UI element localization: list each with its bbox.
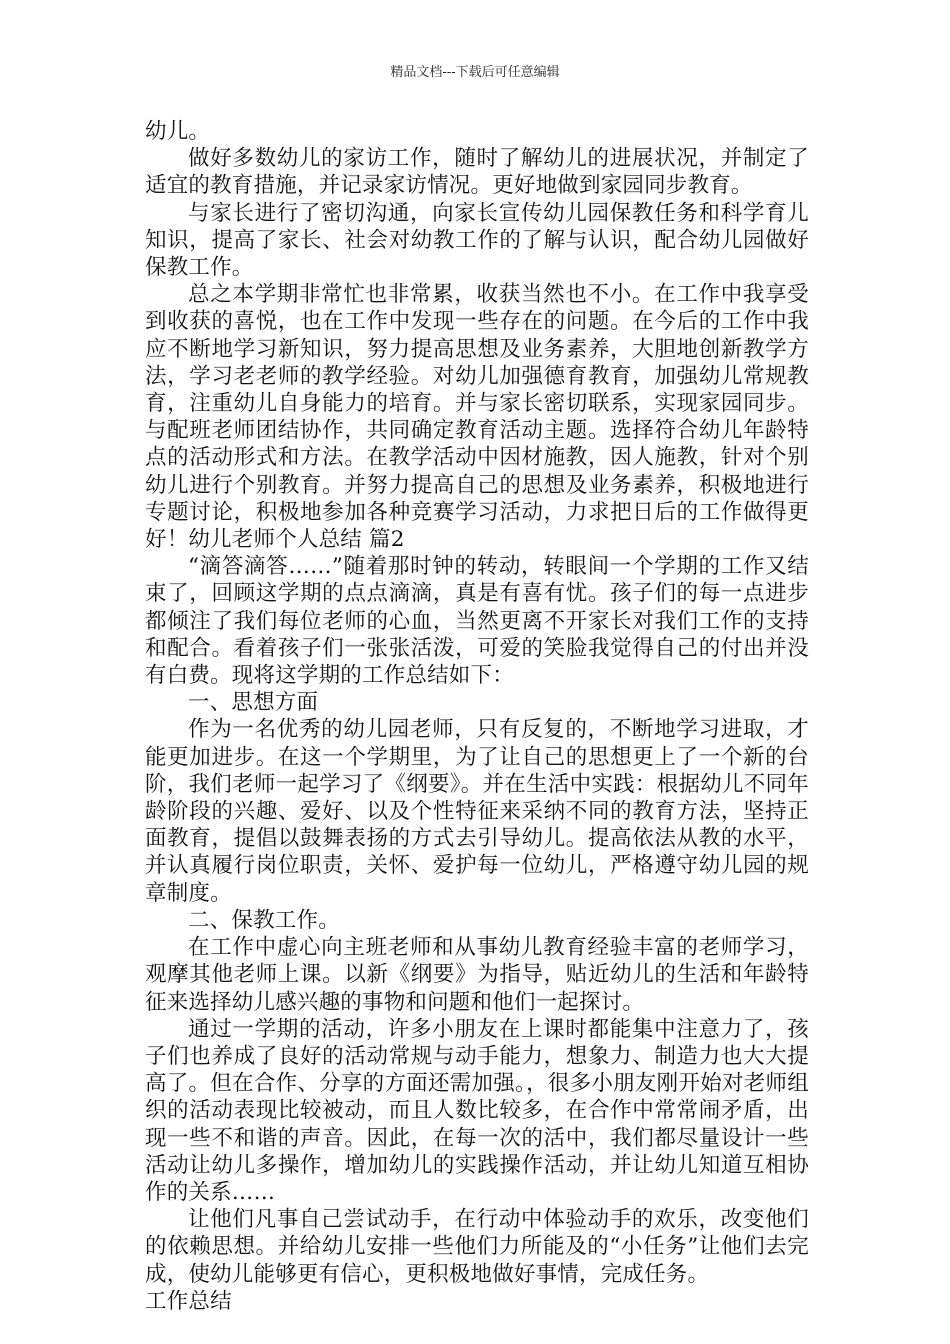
document-body — [145, 118, 809, 1315]
paragraph: 工作总结 — [145, 1288, 232, 1314]
paragraph: 在工作中虚心向主班老师和从事幼儿教育经验丰富的老师学习，观摩其他老师上课。以新《纲要》为指导，贴近幼儿的生活和年龄特征来选择幼儿感兴趣的事物和问题和他们一起探讨。 — [145, 935, 809, 1015]
paragraph: 总之本学期非常忙也非常累，收获当然也不小。在工作中我享受到收获的喜悦，也在工作中发现一些存在的问题。在今后的工作中我应不断地学习新知识，努力提高思想及业务素养，大胆地创新教学方法，学习老老师的教学经验。对幼儿加强德育教育，加强幼儿常规教育，注重幼儿自身能力的培育。并与家长密切联系，实现家园同步。与配班老师团结协作，共同确定教育活动主题。选择符合幼儿年龄特点的活动形式和方法。在教学活动中因材施教，因人施教，针对个别幼儿进行个别教育。并努力提高自己的思想及业务素养，积极地进行专题讨论，积极地参加各种竞赛学习活动，力求把日后的工作做得更好！幼儿老师个人总结 篇2 — [145, 282, 809, 553]
page-header: 精品文档---下载后可任意编辑 — [390, 65, 560, 80]
section-heading: 一、思想方面 — [188, 690, 319, 716]
paragraph: 幼儿。 — [145, 119, 211, 144]
paragraph: 与家长进行了密切沟通，向家长宣传幼儿园保教任务和科学育儿知识，提高了家长、社会对幼教工作的了解与认识，配合幼儿园做好保教工作。 — [145, 200, 809, 281]
paragraph: 让他们凡事自己尝试动手，在行动中体验动手的欢乐，改变他们的依赖思想。并给幼儿安排一些他们力所能及的“小任务”让他们去完成，使幼儿能够更有信心，更积极地做好事情，完成任务。 — [145, 1207, 809, 1287]
paragraph: 做好多数幼儿的家访工作，随时了解幼儿的进展状况，并制定了适宜的教育措施，并记录家访情况。更好地做到家园同步教育。 — [145, 146, 809, 199]
paragraph: 作为一名优秀的幼儿园老师，只有反复的，不断地学习进取，才能更加进步。在这一个学期里，为了让自己的思想更上了一个新的台阶，我们老师一起学习了《纲要》。并在生活中实践：根据幼儿不同年龄阶段的兴趣、爱好、以及个性特征来采纳不同的教育方法，坚持正面教育，提倡以鼓舞表扬的方式去引导幼儿。提高依法从教的水平，并认真履行岗位职责，关怀、爱护每一位幼儿，严格遵守幼儿园的规章制度。 — [145, 717, 809, 906]
paragraph: “滴答滴答……”随着那时钟的转动，转眼间一个学期的工作又结束了，回顾这学期的点点滴滴，真是有喜有忧。孩子们的每一点进步都倾注了我们每位老师的心血，当然更离不开家长对我们工作的支持和配合。看着孩子们一张张活泼，可爱的笑脸我觉得自己的付出并没有白费。现将这学期的工作总结如下： — [145, 554, 809, 689]
paragraph: 通过一学期的活动，许多小朋友在上课时都能集中注意力了，孩子们也养成了良好的活动常规与动手能力，想象力、制造力也大大提高了。但在合作、分享的方面还需加强。，很多小朋友刚开始对老师组织的活动表现比较被动，而且人数比较多，在合作中常常闹矛盾，出现一些不和谐的声音。因此，在每一次的活中，我们都尽量设计一些活动让幼儿多操作，增加幼儿的实践操作活动，并让幼儿知道互相协作的关系…… — [145, 1016, 809, 1205]
section-heading: 二、保教工作。 — [188, 907, 340, 933]
